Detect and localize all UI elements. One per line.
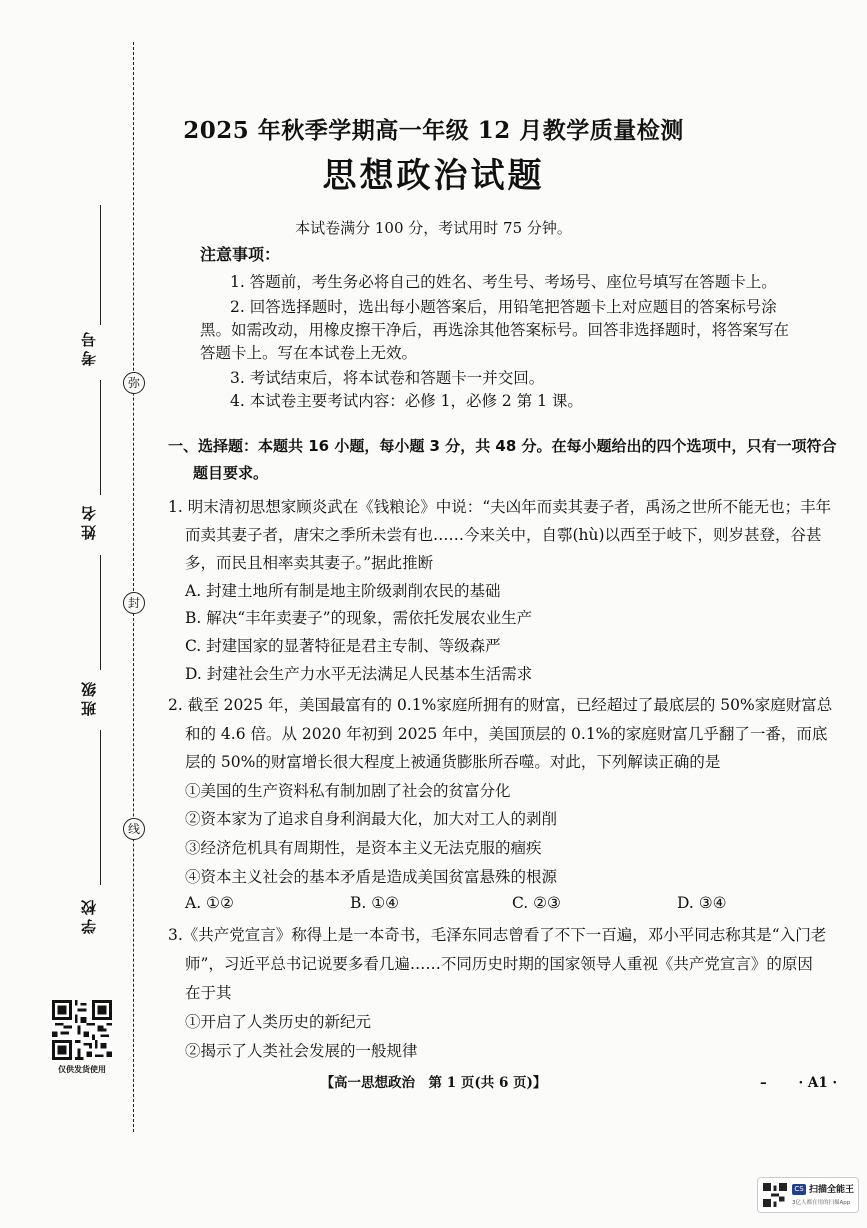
question-2-choice-b: B. ①④ [350, 894, 400, 912]
underline-school [100, 730, 101, 885]
subject-title: 思想政治试题 [322, 156, 545, 196]
scanner-qr-icon [763, 1183, 787, 1207]
scanner-logo: CS [792, 1184, 806, 1195]
question-2-item: ①美国的生产资料私有制加剧了社会的贫富分化 [185, 782, 511, 800]
seal-feng: 封 [123, 592, 145, 614]
question-2-line: 2. 截至 2025 年，美国最富有的 0.1%家庭所拥有的财富，已经超过了最底层的 50%家庭财富总 [168, 696, 833, 714]
question-2-item: ②资本家为了追求自身利润最大化，加大对工人的剥削 [185, 810, 558, 828]
question-3-line: 3.《共产党宣言》称得上是一本奇书，毛泽东同志曾看了不下一百遍，邓小平同志称其是“入门老 [168, 926, 827, 944]
binding-line [133, 42, 134, 1132]
label-exam-number: 考号 [80, 328, 98, 366]
question-2-line: 层的 50%的财富增长很大程度上被通货膨胀所吞噬。对此，下列解读正确的是 [185, 753, 721, 771]
question-1-option-d: D. 封建社会生产力水平无法满足人民基本生活需求 [185, 665, 533, 683]
scanner-watermark [757, 1177, 859, 1213]
exam-meta: 本试卷满分 100 分，考试用时 75 分钟。 [295, 219, 572, 237]
question-1-line: 1. 明末清初思想家顾炎武在《钱粮论》中说：“夫凶年而卖其妻子者，禹汤之世所不能无也；丰年 [168, 498, 832, 516]
seal-mi: 弥 [123, 372, 145, 394]
notes-heading: 注意事项： [200, 245, 281, 264]
question-2-item: ③经济危机具有周期性，是资本主义无法克服的痼疾 [185, 839, 542, 857]
question-3-item: ②揭示了人类社会发展的一般规律 [185, 1042, 418, 1060]
exam-title: 2025 年秋季学期高一年级 12 月教学质量检测 [183, 117, 684, 144]
question-1-line: 而卖其妻子者，唐宋之季所未尝有也……今来关中，自鄠(hù)以西至于岐下，则岁甚登，谷甚 [185, 526, 822, 544]
question-3-line: 在于其 [185, 984, 232, 1002]
question-1-option-a: A. 封建土地所有制是地主阶级剥削农民的基础 [185, 582, 501, 600]
qr-code [52, 1000, 112, 1060]
notes-line: 1. 答题前，考生务必将自己的姓名、考生号、考场号、座位号填写在答题卡上。 [230, 273, 777, 291]
notes-line: 2. 回答选择题时，选出每小题答案后，用铅笔把答题卡上对应题目的答案标号涂 [230, 298, 777, 316]
notes-line: 4. 本试卷主要考试内容：必修 1，必修 2 第 1 课。 [230, 392, 583, 410]
label-school: 学校 [80, 896, 98, 934]
label-class: 班级 [80, 678, 98, 716]
section-heading-cont: 题目要求。 [193, 464, 269, 482]
notes-line: 黑。如需改动，用橡皮擦干净后，再选涂其他答案标号。回答非选择题时，将答案写在 [200, 321, 790, 339]
underline-class [100, 555, 101, 670]
notes-line: 答题卡上。写在本试卷上无效。 [200, 344, 418, 362]
page-code: – · A1 · [760, 1075, 838, 1091]
question-2-choice-d: D. ③④ [677, 894, 727, 912]
question-1-line: 多，而民且相率卖其妻子。”据此推断 [185, 554, 434, 572]
question-3-item: ①开启了人类历史的新纪元 [185, 1013, 372, 1031]
page-footer: 【高一思想政治 第 1 页(共 6 页)】 [320, 1075, 547, 1091]
label-name: 姓名 [80, 502, 98, 540]
question-1-option-c: C. 封建国家的显著特征是君主专制、等级森严 [185, 637, 501, 655]
scanner-tagline: 3亿人都在用的扫描App [792, 1200, 851, 1206]
question-2-item: ④资本主义社会的基本矛盾是造成美国贫富悬殊的根源 [185, 868, 558, 886]
seal-xian: 线 [123, 818, 145, 840]
underline-name [100, 380, 101, 495]
qr-caption: 仅供发货使用 [58, 1064, 106, 1074]
question-2-line: 和的 4.6 倍。从 2020 年初到 2025 年中，美国顶层的 0.1%的家庭财富几乎翻了一番，而底 [185, 725, 828, 743]
question-3-line: 师”，习近平总书记说要多看几遍……不同历史时期的国家领导人重视《共产党宣言》的原因 [185, 955, 813, 973]
scanner-name: 扫描全能王 [809, 1185, 855, 1195]
question-1-option-b: B. 解决“丰年卖妻子”的现象，需依托发展农业生产 [185, 609, 533, 627]
question-2-choice-a: A. ①② [185, 894, 234, 912]
notes-line: 3. 考试结束后，将本试卷和答题卡一并交回。 [230, 369, 545, 387]
section-heading: 一、选择题：本题共 16 小题，每小题 3 分，共 48 分。在每小题给出的四个选项中，只有一项符合 [168, 437, 837, 455]
question-2-choice-c: C. ②③ [512, 894, 561, 912]
